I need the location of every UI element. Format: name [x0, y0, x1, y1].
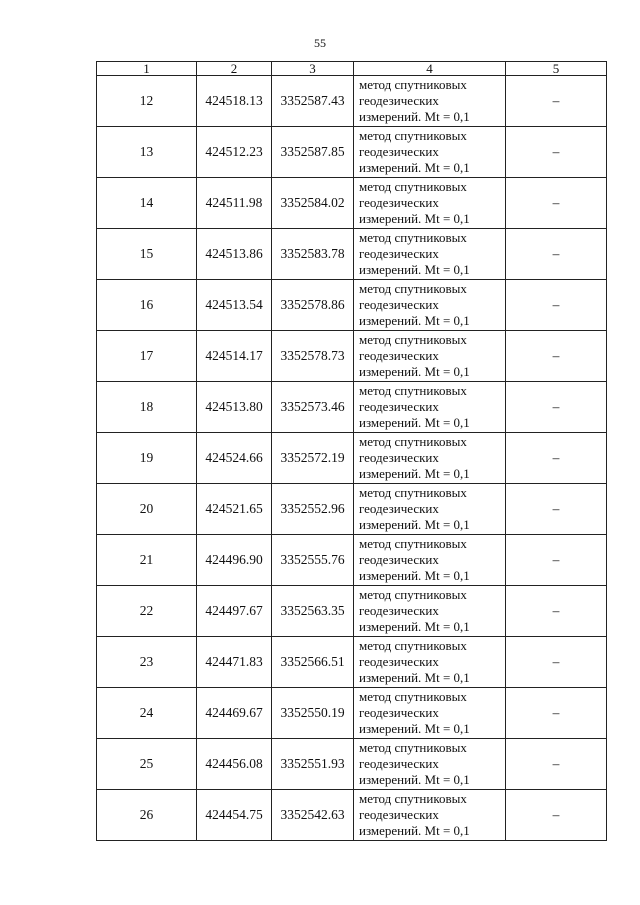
table-row	[97, 433, 607, 484]
method-line: геодезических	[359, 807, 439, 822]
note-cell: –	[506, 790, 607, 841]
x-coordinate-cell: 424518.13	[197, 76, 272, 127]
header-row	[97, 62, 607, 76]
method-line: измерений. Mt = 0,1	[359, 670, 470, 685]
header-cell-1: 1	[97, 62, 197, 76]
method-line: геодезических	[359, 348, 439, 363]
method-cell	[354, 484, 506, 535]
y-coordinate-cell: 3352551.93	[272, 739, 354, 790]
x-coordinate-cell: 424456.08	[197, 739, 272, 790]
method-line: геодезических	[359, 297, 439, 312]
method-line: геодезических	[359, 552, 439, 567]
method-cell	[354, 535, 506, 586]
method-line: геодезических	[359, 501, 439, 516]
note-cell: –	[506, 331, 607, 382]
point-number-cell: 25	[97, 739, 197, 790]
x-coordinate-cell: 424471.83	[197, 637, 272, 688]
header-cell-4: 4	[354, 62, 506, 76]
point-number-cell: 14	[97, 178, 197, 229]
method-line: метод спутниковых	[359, 587, 467, 602]
table-row	[97, 535, 607, 586]
note-cell: –	[506, 433, 607, 484]
method-line: измерений. Mt = 0,1	[359, 211, 470, 226]
method-cell	[354, 688, 506, 739]
table-row	[97, 688, 607, 739]
header-cell-5: 5	[506, 62, 607, 76]
method-cell	[354, 790, 506, 841]
note-cell: –	[506, 688, 607, 739]
note-cell: –	[506, 76, 607, 127]
x-coordinate-cell: 424469.67	[197, 688, 272, 739]
note-cell: –	[506, 637, 607, 688]
x-coordinate-cell: 424521.65	[197, 484, 272, 535]
point-number-cell: 13	[97, 127, 197, 178]
method-line: метод спутниковых	[359, 383, 467, 398]
method-line: метод спутниковых	[359, 638, 467, 653]
method-line: геодезических	[359, 93, 439, 108]
x-coordinate-cell: 424496.90	[197, 535, 272, 586]
x-coordinate-cell: 424524.66	[197, 433, 272, 484]
y-coordinate-cell: 3352552.96	[272, 484, 354, 535]
x-coordinate-cell: 424513.86	[197, 229, 272, 280]
point-number-cell: 17	[97, 331, 197, 382]
point-number-cell: 12	[97, 76, 197, 127]
method-line: геодезических	[359, 399, 439, 414]
method-line: метод спутниковых	[359, 791, 467, 806]
method-cell	[354, 178, 506, 229]
y-coordinate-cell: 3352587.85	[272, 127, 354, 178]
method-line: измерений. Mt = 0,1	[359, 415, 470, 430]
point-number-cell: 19	[97, 433, 197, 484]
point-number-cell: 26	[97, 790, 197, 841]
method-line: метод спутниковых	[359, 740, 467, 755]
table-row	[97, 127, 607, 178]
method-cell	[354, 280, 506, 331]
note-cell: –	[506, 586, 607, 637]
point-number-cell: 15	[97, 229, 197, 280]
method-line: измерений. Mt = 0,1	[359, 568, 470, 583]
coordinates-table	[96, 61, 607, 841]
method-line: измерений. Mt = 0,1	[359, 721, 470, 736]
note-cell: –	[506, 535, 607, 586]
table-row	[97, 76, 607, 127]
note-cell: –	[506, 127, 607, 178]
method-line: геодезических	[359, 654, 439, 669]
method-line: метод спутниковых	[359, 230, 467, 245]
method-line: геодезических	[359, 603, 439, 618]
table-row	[97, 178, 607, 229]
method-cell	[354, 637, 506, 688]
table-body	[97, 76, 607, 841]
method-line: измерений. Mt = 0,1	[359, 109, 470, 124]
y-coordinate-cell: 3352572.19	[272, 433, 354, 484]
method-cell	[354, 76, 506, 127]
y-coordinate-cell: 3352563.35	[272, 586, 354, 637]
method-line: измерений. Mt = 0,1	[359, 517, 470, 532]
method-line: измерений. Mt = 0,1	[359, 619, 470, 634]
method-line: измерений. Mt = 0,1	[359, 823, 470, 838]
method-line: измерений. Mt = 0,1	[359, 313, 470, 328]
y-coordinate-cell: 3352583.78	[272, 229, 354, 280]
note-cell: –	[506, 280, 607, 331]
y-coordinate-cell: 3352578.73	[272, 331, 354, 382]
method-cell	[354, 331, 506, 382]
x-coordinate-cell: 424511.98	[197, 178, 272, 229]
method-line: метод спутниковых	[359, 485, 467, 500]
method-line: измерений. Mt = 0,1	[359, 466, 470, 481]
x-coordinate-cell: 424454.75	[197, 790, 272, 841]
y-coordinate-cell: 3352584.02	[272, 178, 354, 229]
method-cell	[354, 739, 506, 790]
method-line: измерений. Mt = 0,1	[359, 364, 470, 379]
table-row	[97, 382, 607, 433]
point-number-cell: 16	[97, 280, 197, 331]
header-cell-2: 2	[197, 62, 272, 76]
y-coordinate-cell: 3352555.76	[272, 535, 354, 586]
method-line: геодезических	[359, 705, 439, 720]
table-row	[97, 637, 607, 688]
method-cell	[354, 586, 506, 637]
method-line: метод спутниковых	[359, 77, 467, 92]
method-line: геодезических	[359, 195, 439, 210]
method-line: геодезических	[359, 144, 439, 159]
page-number: 55	[314, 36, 326, 50]
x-coordinate-cell: 424513.54	[197, 280, 272, 331]
table-row	[97, 739, 607, 790]
method-line: метод спутниковых	[359, 434, 467, 449]
method-cell	[354, 382, 506, 433]
method-cell	[354, 433, 506, 484]
x-coordinate-cell: 424512.23	[197, 127, 272, 178]
y-coordinate-cell: 3352573.46	[272, 382, 354, 433]
table-row	[97, 484, 607, 535]
point-number-cell: 22	[97, 586, 197, 637]
point-number-cell: 23	[97, 637, 197, 688]
point-number-cell: 21	[97, 535, 197, 586]
note-cell: –	[506, 229, 607, 280]
y-coordinate-cell: 3352550.19	[272, 688, 354, 739]
method-cell	[354, 229, 506, 280]
method-line: метод спутниковых	[359, 179, 467, 194]
table-row	[97, 280, 607, 331]
method-line: метод спутниковых	[359, 332, 467, 347]
y-coordinate-cell: 3352542.63	[272, 790, 354, 841]
method-line: метод спутниковых	[359, 689, 467, 704]
method-line: метод спутниковых	[359, 536, 467, 551]
x-coordinate-cell: 424497.67	[197, 586, 272, 637]
method-line: измерений. Mt = 0,1	[359, 772, 470, 787]
y-coordinate-cell: 3352587.43	[272, 76, 354, 127]
table-row	[97, 790, 607, 841]
method-line: геодезических	[359, 450, 439, 465]
method-line: геодезических	[359, 756, 439, 771]
method-line: измерений. Mt = 0,1	[359, 160, 470, 175]
note-cell: –	[506, 382, 607, 433]
x-coordinate-cell: 424513.80	[197, 382, 272, 433]
table-row	[97, 586, 607, 637]
note-cell: –	[506, 178, 607, 229]
y-coordinate-cell: 3352578.86	[272, 280, 354, 331]
note-cell: –	[506, 484, 607, 535]
point-number-cell: 20	[97, 484, 197, 535]
method-line: метод спутниковых	[359, 128, 467, 143]
method-cell	[354, 127, 506, 178]
point-number-cell: 18	[97, 382, 197, 433]
note-cell: –	[506, 739, 607, 790]
table-row	[97, 331, 607, 382]
method-line: метод спутниковых	[359, 281, 467, 296]
point-number-cell: 24	[97, 688, 197, 739]
method-line: измерений. Mt = 0,1	[359, 262, 470, 277]
header-cell-3: 3	[272, 62, 354, 76]
table-row	[97, 229, 607, 280]
y-coordinate-cell: 3352566.51	[272, 637, 354, 688]
x-coordinate-cell: 424514.17	[197, 331, 272, 382]
method-line: геодезических	[359, 246, 439, 261]
